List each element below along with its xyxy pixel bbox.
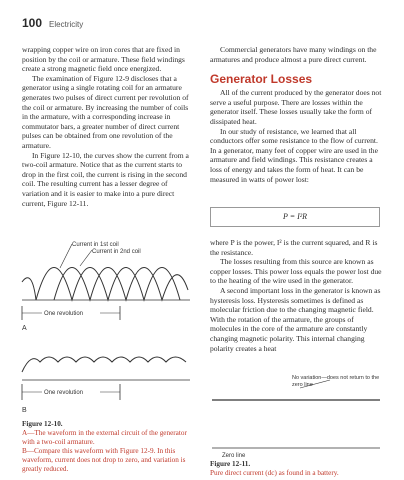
page-number: 100	[22, 16, 43, 30]
fig11-caption-text: Pure direct current (dc) as found in a battery.	[210, 469, 339, 477]
part-b-label: B	[22, 407, 27, 414]
right-paragraph-2: All of the current produced by the generator does not serve a useful purpose. There are losses within the generator itself. These losses usually take the form of dissipated heat.	[210, 88, 382, 126]
left-paragraph-2: The examination of Figure 12-9 discloses that a generator using a single rotating coil for an armature generates two pulses of direct current per revolution of the coil or armature. By increasing the number of coils in the armature, with a corresponding increase in commutator bars, a greater number of direct current pulses can be obtained from one revolution of the armature.	[22, 73, 189, 150]
fig11-note: No variation—does not return to the zero line	[292, 375, 380, 388]
fig11-zero-line-label: Zero line	[222, 453, 246, 459]
figure-12-10-caption	[22, 420, 192, 474]
section-heading: Generator Losses	[210, 72, 313, 87]
left-paragraph-1: wrapping copper wire on iron cores that are fixed in position by the coil or armature. These field windings create a strong magnetic field once energized.	[22, 45, 185, 74]
figure-12-11-caption	[210, 460, 382, 478]
right-paragraph-4: where P is the power, I² is the current squared, and R is the resistance.	[210, 238, 378, 257]
power-formula-box: P = I²R	[210, 207, 380, 227]
fig10-caption-b: B—Compare this waveform with Figure 12-9. In this waveform, current does not drop to zero, and variation is greatly reduced.	[22, 447, 186, 473]
fig10-caption-a: A—The waveform in the external circuit of the generator with a two-coil armature.	[22, 429, 187, 446]
one-revolution-a: One revolution	[44, 311, 84, 317]
fig10-caption-title: Figure 12-10.	[22, 420, 63, 428]
left-paragraph-3: In Figure 12-10, the curves show the current from a two-coil armature. Notice that as the current starts to drop in the first coil, the current is rising in the second coil. The resulting current has a lesser degree of variation and it is easier to make into a pure direct current, Figure 12-11.	[22, 150, 189, 208]
right-paragraph-1: Commercial generators have many windings on the armatures and produce almost a pure direct current.	[210, 45, 377, 64]
fig10a-coil1-wave	[36, 268, 180, 301]
right-paragraph-5: The losses resulting from this source are known as copper losses. This power loss equals the power lost due to the heating of the wire used in the generator.	[210, 257, 382, 286]
label-2nd-coil: Current in 2nd coil	[92, 249, 141, 255]
fig11-caption-title: Figure 12-11.	[210, 460, 251, 468]
section-title: Electricity	[49, 20, 84, 29]
right-paragraph-6: A second important loss in the generator is known as hysteresis loss. Hysteresis sometimes is defined as molecular friction due to the changing magnetic field. With the rotation of the armature, the groups of molecules in the core of the armature are constantly changing magnetic polarity. This internal changing polarity creates a heat	[210, 285, 381, 353]
part-a-label: A	[22, 325, 27, 332]
one-revolution-b: One revolution	[44, 390, 84, 396]
fig10b-combined-wave	[22, 357, 186, 372]
label-1st-coil: Current in 1st coil	[72, 242, 119, 248]
right-paragraph-3: In our study of resistance, we learned that all conductors offer some resistance to the flow of current. In a generator, many feet of copper wire are used in the armature and field windings. This resistance creates a loss of energy and takes the form of heat. It can be measured in watts of power lost:	[210, 126, 378, 184]
